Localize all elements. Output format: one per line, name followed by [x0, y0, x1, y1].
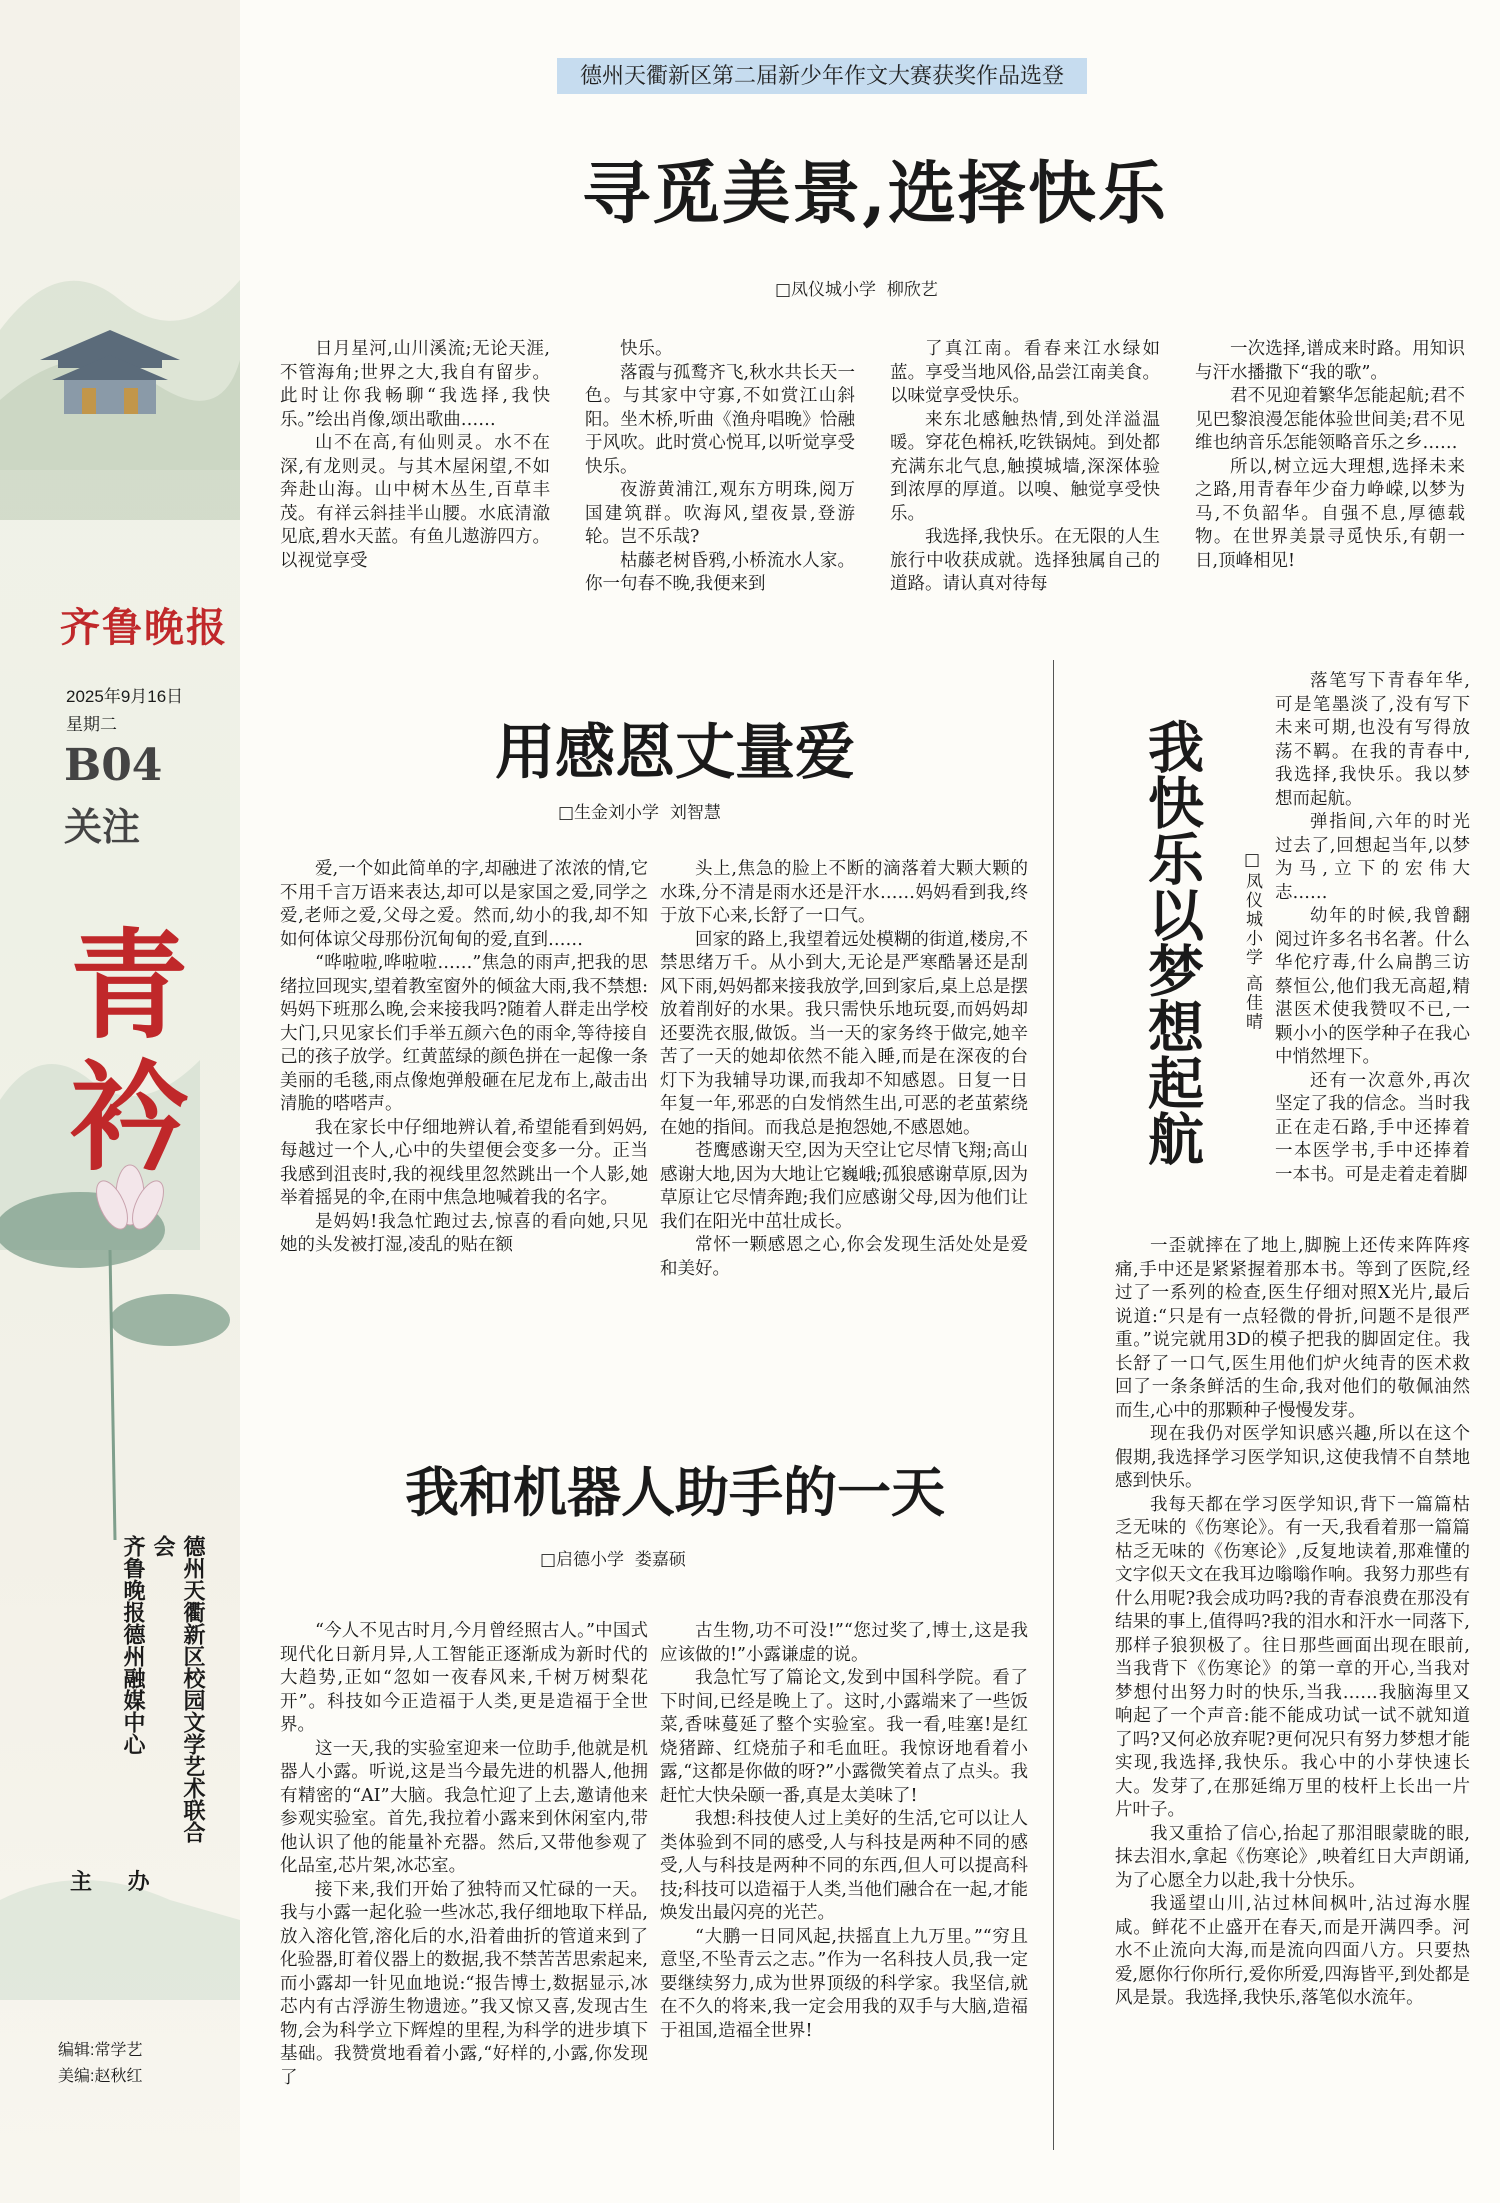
sponsor-line-2: 齐鲁晚报德州融媒中心 — [120, 1535, 146, 1755]
section-name: 关注 — [64, 804, 141, 849]
page-number: B04 — [64, 740, 163, 791]
host-label: 主 办 — [70, 1869, 164, 1895]
article4-byline: □凤仪城小学 高佳晴 — [1242, 850, 1262, 1032]
newspaper-masthead: 齐鲁晚报 — [60, 604, 228, 651]
article2-column-2: 头上,焦急的脸上不断的滴落着大颗大颗的水珠,分不清是雨水还是汗水……妈妈看到我,终于放下心来,长舒了一口气。 回家的路上,我望着远处模糊的街道,楼房,不禁思绪万千。从小到大,无论是严寒酷暑还是刮风下雨,妈妈都来接我放学,回到家后,桌上总是摆放着削好的水果。我只需快乐地玩耍,而妈妈却还要洗衣服,做饭。当一天的家务终于做完,她辛苦了一天的她却依然不能入睡,而是在深夜的台灯下为我辅导功课,而我却不知感恩。日复一日年复一年,邪恶的白发悄然生出,可恶的老茧萦绕在她的指间。而我总是抱怨她,不感恩她。 苍鹰感谢天空,因为天空让它尽情飞翔;高山感谢大地,因为大地让它巍峨;孤狼感谢草原,因为草原让它尽情奔跑;我们应感谢父母,因为他们让我们在阳光中茁壮成长。 常怀一颗感恩之心,你会发现生活处处是爱和美好。 — [660, 859, 1028, 1279]
sponsor-line-1: 德州天衢新区校园文学艺术联合会 — [150, 1535, 206, 1843]
article1-byline: □凤仪城小学 柳欣艺 — [775, 280, 938, 300]
article2-byline: □生金刘小学 刘智慧 — [558, 803, 721, 823]
article1-title: 寻觅美景,选择快乐 — [582, 154, 1168, 234]
article1-column-4: 一次选择,谱成来时路。用知识与汗水播撒下“我的歌”。 君不见迎着繁华怎能起航;君不见巴黎浪漫怎能体验世间美;君不见维也纳音乐怎能领略音乐之乡…… 所以,树立远大理想,选择未来之路,用青春年少奋力峥嵘,以梦为马,不负韶华。自强不息,厚德载物。在世界美景寻觅快乐,有朝一日,顶峰相见! — [1195, 339, 1465, 571]
artist-credit: 美编:赵秋红 — [58, 2068, 143, 2085]
article4-title: 我快乐以梦想起航 — [1139, 718, 1205, 1166]
article2-title: 用感恩丈量爱 — [495, 718, 855, 788]
article3-title: 我和机器人助手的一天 — [405, 1460, 945, 1524]
column-divider — [1053, 660, 1054, 2150]
contest-banner: 德州天衢新区第二届新少年作文大赛获奖作品选登 — [557, 58, 1087, 94]
article1-column-1: 日月星河,山川溪流;无论天涯,不管海角;世界之大,我自有留步。此时让你我畅聊“我选择,我快乐。”绘出肖像,颂出歌曲…… 山不在高,有仙则灵。水不在深,有龙则灵。与其木屋闲望,不如奔赴山海。山中树木丛生,百草丰茂。有祥云斜挂半山腰。水底清澈见底,碧水天蓝。有鱼儿遨游四方。以视觉享受 — [280, 339, 550, 571]
article3-byline: □启德小学 娄嘉硕 — [540, 1550, 686, 1570]
article4-column-bottom: 一歪就摔在了地上,脚腕上还传来阵阵疼痛,手中还是紧紧握着那本书。等到了医院,经过了一系列的检查,医生仔细对照X光片,最后说道:“只是有一点轻微的骨折,问题不是很严重。”说完就用3D的模子把我的脚固定住。我长舒了一口气,医生用他们炉火纯青的医术救回了一条条鲜活的生命,我对他们的敬佩油然而生,心中的那颗种子慢慢发芽。 现在我仍对医学知识感兴趣,所以在这个假期,我选择学习医学知识,这使我情不自禁地感到快乐。 我每天都在学习医学知识,背下一篇篇枯乏无味的《伤寒论》。有一天,我看着那一篇篇枯乏无味的《伤寒论》,反复地读着,那难懂的文字似天文在我耳边嗡嗡作响。我努力那些有什么用呢?我会成功吗?我的青春浪费在那没有结果的事上,值得吗?我的泪水和汗水一同落下,那样子狼狈极了。往日那些画面出现在眼前,当我背下《伤寒论》的第一章的开心,当我对梦想付出努力时的快乐,当我……我脑海里又响起了一个声音:能不能成功试一试不就知道了吗?又何必放弃呢?更何况只有努力梦想才能实现,我选择,我快乐。我心中的小芽快速长大。发芽了,在那延绵万里的枝杆上长出一片片叶子。 我又重拾了信心,抬起了那泪眼蒙眬的眼,抹去泪水,拿起《伤寒论》,映着红日大声朗诵,为了心愿全力以赴,我十分快乐。 我遥望山川,沾过林间枫叶,沾过海水腥咸。鲜花不止盛开在春天,而是开满四季。河水不止流向大海,而是流向四面八方。只要热爱,愿你行你所行,爱你所爱,四海皆平,到处都是风是景。我选择,我快乐,落笔似水流年。 — [1115, 1236, 1470, 2008]
article1-column-3: 了真江南。看春来江水绿如蓝。享受当地风俗,品尝江南美食。以味觉享受快乐。 来东北感触热情,到处洋溢温暖。穿花色棉袄,吃铁锅炖。到处都充满东北气息,触摸城墙,深深体验到浓厚的厚道。以嗅、触觉享受快乐。 我选择,我快乐。在无限的人生旅行中收获成就。选择独属自己的道路。请认真对待每 — [890, 339, 1160, 594]
issue-date: 2025年9月16日 — [66, 687, 184, 706]
column-brand: 青衿 — [70, 916, 189, 1187]
issue-weekday: 星期二 — [66, 715, 117, 734]
article1-column-2: 快乐。 落霞与孤鹜齐飞,秋水共长天一色。与其家中守寡,不如赏江山斜阳。坐木桥,听曲《渔舟唱晚》恰融于风吹。此时赏心悦耳,以听觉享受快乐。 夜游黄浦江,观东方明珠,阅万国建筑群。吹海风,望夜景,登游轮。岂不乐哉? 枯藤老树昏鸦,小桥流水人家。你一句春不晚,我便来到 — [585, 339, 855, 594]
article3-column-1: “今人不见古时月,今月曾经照古人。”中国式现代化日新月异,人工智能正逐渐成为新时代的大趋势,正如“忽如一夜春风来,千树万树梨花开”。科技如今正造福于人类,更是造福于全世界。 这一天,我的实验室迎来一位助手,他就是机器人小露。听说,这是当今最先进的机器人,他拥有精密的“AI”大脑。我急忙迎了上去,邀请他来参观实验室。首先,我拉着小露来到休闲室内,带他认识了他的能量补充器。然后,又带他参观了化品室,芯片架,冰芯室。 接下来,我们开始了独特而又忙碌的一天。我与小露一起化验一些冰芯,我仔细地取下样品,放入溶化管,溶化后的水,沿着曲折的管道来到了化验器,盯着仪器上的数据,我不禁苦苦思索起来,而小露却一针见血地说:“报告博士,数据显示,冰芯内有古浮游生物遗迹。”我又惊又喜,发现古生物,会为科学立下辉煌的里程,为科学的进步填下基础。我赞赏地看着小露,“好样的,小露,你发现了 — [280, 1621, 648, 2088]
article3-column-2: 古生物,功不可没!”“您过奖了,博士,这是我应该做的!”小露谦虚的说。 我急忙写了篇论文,发到中国科学院。看了下时间,已经是晚上了。这时,小露端来了一些饭菜,香味蔓延了整个实验室。我一看,哇塞!是红烧猪蹄、红烧茄子和毛血旺。我惊讶地看着小露,“这都是你做的呀?”小露微笑着点了点头。我赶忙大快朵颐一番,真是太美味了! 我想:科技使人过上美好的生活,它可以让人类体验到不同的感受,人与科技是两种不同的感受,人与科技是两种不同的东西,但人可以提高科技;科技可以造福于人类,当他们融合在一起,才能焕发出最闪亮的光芒。 “大鹏一日同风起,扶摇直上九万里。”“穷且意坚,不坠青云之志。”作为一名科技人员,我一定要继续努力,成为世界顶级的科学家。我坚信,就在不久的将来,我一定会用我的双手与大脑,造福于祖国,造福全世界! — [660, 1621, 1028, 2041]
article4-column-top: 落笔写下青春年华,可是笔墨淡了,没有写下未来可期,也没有写得放荡不羁。在我的青春中,我选择,我快乐。我以梦想而起航。 弹指间,六年的时光过去了,回想起当年,以梦为马,立下的宏伟大志…… 幼年的时候,我曾翻阅过许多名书名著。什么华佗疗毒,什么扁鹊三访蔡恒公,他们我无高超,精湛医术使我赞叹不已,一颗小小的医学种子在我心中悄然埋下。 还有一次意外,再次坚定了我的信念。当时我正在走石路,手中还捧着一本医学书,手中还捧着一本书。可是走着走着脚 — [1275, 671, 1470, 1185]
sponsor-block — [118, 1535, 208, 1855]
editor-credit: 编辑:常学艺 — [58, 2042, 143, 2059]
article2-column-1: 爱,一个如此简单的字,却融进了浓浓的情,它不用千言万语来表达,却可以是家国之爱,同学之爱,老师之爱,父母之爱。然而,幼小的我,却不知如何体谅父母那份沉甸甸的爱,直到…… “哗啦啦,哗啦啦……”焦急的雨声,把我的思绪拉回现实,望着教室窗外的倾盆大雨,我不禁想:妈妈下班那么晚,会来接我吗?随着人群走出学校大门,只见家长们手举五颜六色的雨伞,等待接自己的孩子放学。红黄蓝绿的颜色拼在一起像一条美丽的毛毯,雨点像炮弹般砸在尼龙布上,敲击出清脆的嗒嗒声。 我在家长中仔细地辨认着,希望能看到妈妈,每越过一个人,心中的失望便会变多一分。正当我感到沮丧时,我的视线里忽然跳出一个人影,她举着摇晃的伞,在雨中焦急地喊着我的名字。 是妈妈!我急忙跑过去,惊喜的看向她,只见她的头发被打湿,凌乱的贴在额 — [280, 859, 648, 1255]
